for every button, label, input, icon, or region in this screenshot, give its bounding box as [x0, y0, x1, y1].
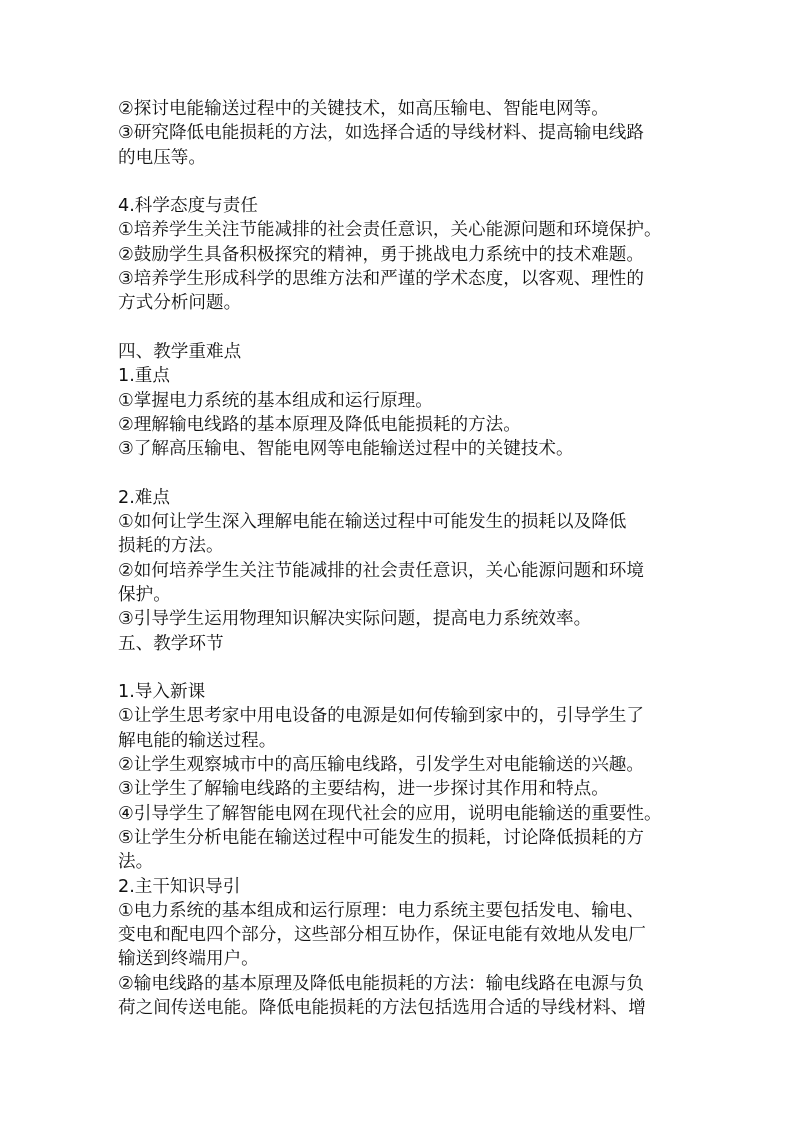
text-line: 解电能的输送过程。 [118, 730, 277, 751]
text-line: ②鼓励学生具备积极探究的精神，勇于挑战电力系统中的技术难题。 [118, 244, 644, 265]
text-line: ②探讨电能输送过程中的关键技术，如高压输电、智能电网等。 [118, 99, 609, 119]
document-page [118, 97, 688, 1020]
text-line: ②让学生观察城市中的高压输电线路，引发学生对电能输送的兴趣。 [118, 755, 644, 776]
text-line: 法。 [118, 852, 154, 873]
subsection-heading: 1.重点 [118, 366, 170, 387]
text-line: ①掌握电力系统的基本组成和运行原理。 [118, 390, 433, 411]
subsection-heading: 2.难点 [118, 487, 170, 508]
blank-line [118, 316, 688, 340]
text-line: ②输电线路的基本原理及降低电能损耗的方法：输电线路在电源与负 [118, 973, 644, 994]
text-line: 荷之间传送电能。降低电能损耗的方法包括选用合适的导线材料、增 [118, 997, 646, 1018]
section-heading: 4.科学态度与责任 [118, 196, 258, 217]
section-heading: 四、教学重难点 [118, 341, 242, 362]
text-line: 变电和配电四个部分，这些部分相互协作，保证电能有效地从发电厂 [118, 925, 646, 946]
text-line: ③培养学生形成科学的思维方法和严谨的学术态度，以客观、理性的 [118, 269, 644, 290]
text-line: ③了解高压输电、智能电网等电能输送过程中的关键技术。 [118, 439, 574, 460]
text-line: 方式分析问题。 [118, 293, 242, 314]
text-line: ④引导学生了解智能电网在现代社会的应用，说明电能输送的重要性。 [118, 803, 662, 824]
blank-line [118, 461, 688, 485]
text-line: ①让学生思考家中用电设备的电源是如何传输到家中的，引导学生了 [118, 706, 644, 727]
text-line: ⑤让学生分析电能在输送过程中可能发生的损耗，讨论降低损耗的方 [118, 827, 644, 848]
blank-line [118, 170, 688, 194]
text-line: 的电压等。 [118, 147, 206, 168]
subsection-heading: 1.导入新课 [118, 682, 206, 703]
text-line: 损耗的方法。 [118, 536, 224, 557]
section-heading: 五、教学环节 [118, 633, 224, 654]
text-line: ①如何让学生深入理解电能在输送过程中可能发生的损耗以及降低 [118, 512, 627, 533]
text-line: 输送到终端用户。 [118, 949, 259, 970]
text-line: ②如何培养学生关注节能减排的社会责任意识，关心能源问题和环境 [118, 560, 644, 581]
text-line: ①电力系统的基本组成和运行原理：电力系统主要包括发电、输电、 [118, 900, 644, 921]
text-line: ③引导学生运用物理知识解决实际问题，提高电力系统效率。 [118, 609, 592, 630]
text-line: ②理解输电线路的基本原理及降低电能损耗的方法。 [118, 414, 521, 435]
text-line: ③让学生了解输电线路的主要结构，进一步探讨其作用和特点。 [118, 779, 609, 800]
text-line: ①培养学生关注节能减排的社会责任意识，关心能源问题和环境保护。 [118, 220, 662, 241]
subsection-heading: 2.主干知识导引 [118, 876, 241, 897]
text-line: ③研究降低电能损耗的方法，如选择合适的导线材料、提高输电线路 [118, 123, 644, 144]
blank-line [118, 656, 688, 680]
text-line: 保护。 [118, 584, 171, 605]
